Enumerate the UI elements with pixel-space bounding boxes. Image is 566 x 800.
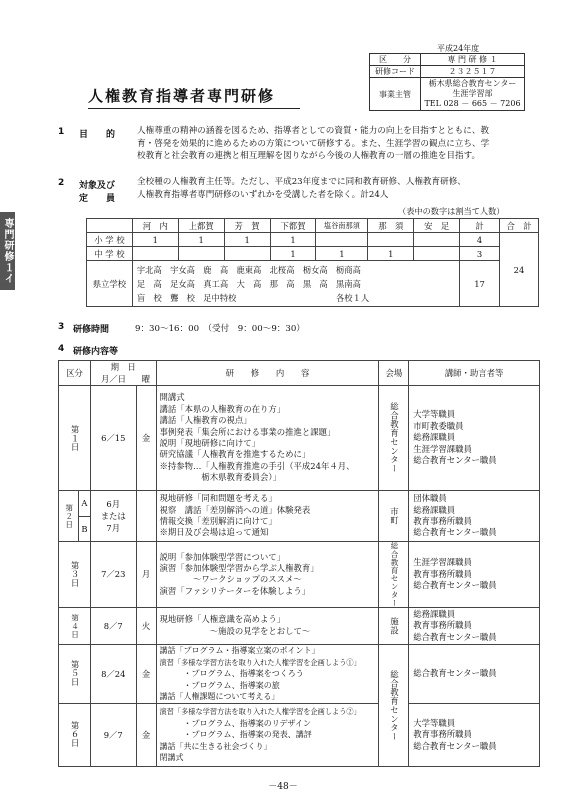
content-line: 講話「プログラム・指導案立案のポイント」 — [159, 646, 320, 656]
venue-cell — [379, 644, 409, 766]
quota-cell: 17 — [460, 261, 500, 307]
text-line: 育・啓発を効果的に進めるための方策について研修する。また、生涯学習の観点に立ち、学 — [137, 138, 490, 149]
section-number: 4 — [58, 344, 65, 354]
quota-cell — [224, 247, 270, 261]
lecturer-line: 教育事務所職員 — [413, 568, 472, 579]
lecturer-line: 総合教育センター職員 — [413, 740, 497, 751]
section-cell — [59, 644, 91, 703]
box-line: 栃木県総合教育センター — [428, 79, 517, 88]
day-label: 第３日 — [70, 561, 81, 588]
section-label: 定 員 — [79, 194, 116, 204]
quota-cell: 1 — [132, 233, 178, 247]
content-line: 講話「人権教育の視点」 — [159, 415, 252, 426]
purpose-text — [137, 125, 537, 163]
content-line: 説明「現地研修に向けて」 — [159, 438, 261, 448]
corner-cell — [87, 219, 133, 233]
date-cell: 6月 または 7月 — [90, 491, 136, 542]
venue-cell — [379, 607, 409, 644]
day-cell — [136, 491, 156, 542]
day-label: 第６日 — [70, 721, 81, 749]
box-label: 研修コード — [370, 66, 421, 78]
col-header: 安 足 — [414, 219, 460, 233]
quota-cell: 1 — [224, 233, 270, 247]
quota-cell: 1 — [270, 247, 316, 261]
school-line: 盲 校 聾 校 足中特校 各校１人 — [136, 292, 370, 303]
header-venue: 会場 — [379, 361, 409, 386]
content-line: 演習「多様な学習方法を取り入れた人権学習を企画しよう②」 — [159, 707, 361, 717]
lecturer-line: 市町教委職員 — [413, 420, 464, 431]
program-table — [58, 360, 540, 767]
lecturer-cell — [409, 386, 540, 491]
row-label: 県立学校 — [87, 261, 133, 307]
lecturer-line: 総合教育センター職員 — [413, 668, 497, 679]
quota-cell — [178, 247, 224, 261]
venue-label: 市町 — [389, 507, 400, 525]
content-cell — [156, 491, 379, 542]
venue-label: 総合教育センター — [389, 669, 400, 741]
section-cell — [59, 491, 79, 542]
section-label: 研修時間 — [73, 325, 110, 335]
lecturer-cell — [409, 644, 540, 703]
content-line: 講話「共に生きる社会づくり」 — [159, 741, 272, 751]
section-label: 対象及び — [79, 181, 116, 191]
quota-note: （表中の数字は割当て人数） — [398, 206, 505, 216]
day-label: 第４日 — [70, 613, 80, 638]
content-line: 事例発表「集会所における事業の推進と課題」 — [159, 426, 336, 437]
col-header: 合 計 — [500, 219, 539, 233]
side-tab: 専門研修１イ — [0, 212, 15, 290]
date-cell: 8／24 — [90, 644, 136, 703]
quota-cell — [132, 247, 178, 261]
content-line: 開講式 — [159, 392, 185, 403]
section-cell — [59, 607, 91, 644]
content-cell — [156, 386, 379, 491]
lecturer-line: 総合教育センター職員 — [413, 580, 497, 591]
section-number: 1 — [58, 127, 65, 137]
content-cell — [156, 607, 379, 644]
box-value: 専 門 研 修 １ — [421, 54, 525, 66]
content-line: ・プログラム、指導案の旅 — [159, 680, 280, 690]
content-line: 現地研修「人権意識を高めよう」 — [159, 614, 286, 625]
venue-cell — [379, 386, 409, 491]
date-cell: 7／23 — [90, 542, 136, 608]
training-hours: 9：30～16：00 （受付 9：00～9：30） — [135, 324, 305, 334]
row-label: 小 学 校 — [87, 233, 133, 247]
content-line: 〜施設の見学をとおして〜 — [159, 625, 311, 636]
col-header: 塩谷南那須 — [316, 219, 368, 233]
lecturer-line: 総合教育センター職員 — [413, 631, 497, 642]
day-label: 第２日 — [64, 503, 74, 529]
page-number: －48－ — [268, 782, 298, 792]
day-label: 第５日 — [70, 660, 81, 688]
page-title: 人権教育指導者専門研修 — [88, 85, 300, 109]
header-lecturer: 講師・助言者等 — [409, 361, 540, 386]
lecturer-cell — [409, 491, 540, 542]
lecturer-cell — [409, 542, 540, 608]
lecturer-line: 大学等職員 — [413, 409, 456, 420]
content-line: 研究協議「人権教育を推進するために」 — [159, 449, 311, 460]
content-line: 閉講式 — [159, 752, 184, 762]
box-line: TEL 028 － 665 － 7206 — [424, 99, 521, 108]
content-line: 情報交換「差別解消に向けて」 — [159, 516, 277, 526]
quota-cell — [316, 233, 368, 247]
quota-cell — [414, 247, 460, 261]
lecturer-cell — [409, 607, 540, 644]
col-header: 那 須 — [368, 219, 414, 233]
content-line: ・プログラム、指導案の発表、講評 — [159, 730, 312, 740]
lecturer-line: 総務課職員 — [413, 608, 456, 619]
day-label: 第１日 — [70, 424, 81, 452]
grand-total: 24 — [500, 233, 539, 307]
fiscal-year: 平成24年度 — [437, 44, 480, 53]
section-cell — [59, 386, 91, 491]
target-text — [137, 176, 537, 201]
date-cell: 8／7 — [90, 607, 136, 644]
header-content: 研 修 内 容 — [156, 361, 379, 386]
col-header: 計 — [460, 219, 500, 233]
text-line: 校教育と社会教育の連携と相互理解を図りながら今後の人権教育の一層の推進を目指す。 — [137, 151, 481, 161]
quota-cell — [368, 233, 414, 247]
lecturer-line: 大学等職員 — [413, 717, 456, 728]
text-line: 全校種の人権教育主任等。ただし、平成23年度までに同和教育研修、人権教育研修、 — [137, 177, 466, 187]
lecturer-line: 総務課職員 — [413, 432, 456, 443]
venue-label: 総合教育センター — [390, 542, 399, 607]
sub-section: B — [78, 516, 90, 542]
school-line: 宇北高 宇女高 鹿 高 鹿東高 北桜高 栃女高 栃商高 — [136, 264, 361, 275]
header-date-sub: 月／日 — [90, 373, 136, 386]
lecturer-line: 教育事務所職員 — [413, 516, 472, 526]
box-value: ２３２５１７ — [421, 66, 525, 78]
row-label: 中 学 校 — [87, 247, 133, 261]
quota-cell: 1 — [316, 247, 368, 261]
box-label: 事業主管 — [370, 78, 421, 111]
content-line: ※持参物…「人権教育推進の手引（平成24年４月、 — [159, 460, 355, 471]
header-day: 曜 — [136, 373, 156, 386]
content-cell — [156, 542, 379, 608]
content-line: 演習「ファシリテーターを体験しよう」 — [159, 585, 310, 596]
sub-section: A — [78, 491, 90, 517]
quota-cell: 3 — [460, 247, 500, 261]
lecturer-line: 生涯学習課職員 — [413, 557, 472, 568]
content-line: ※期日及び会場は追って通知 — [159, 527, 269, 538]
lecturer-line: 総務課職員 — [413, 504, 456, 515]
quota-cell: 1 — [178, 233, 224, 247]
section-cell — [59, 703, 91, 766]
section-label: 研修内容等 — [73, 347, 119, 357]
section-label: 目 的 — [79, 130, 116, 140]
col-header: 上都賀 — [178, 219, 224, 233]
lecturer-line: 総合教育センター職員 — [413, 455, 497, 466]
content-cell — [156, 644, 379, 703]
text-line: 人権教育指導者専門研修のいずれかを受講した者を除く。計24人 — [137, 189, 389, 200]
header-date: 期 日 — [90, 361, 156, 374]
quota-cell: 4 — [460, 233, 500, 247]
venue-cell — [379, 542, 409, 608]
content-line: 現地研修「同和問題を考える」 — [159, 493, 277, 504]
text-line: 人権尊重の精神の涵養を図るため、指導者としての資質・能力の向上を目指すとともに、教 — [137, 126, 490, 136]
prefectural-schools — [132, 261, 459, 307]
lecturer-line: 教育事務所職員 — [413, 620, 472, 631]
day-cell: 金 — [136, 386, 156, 491]
content-line: 〜ワークショップのススメ〜 — [159, 574, 302, 585]
content-line: 演習「多様な学習方法を取り入れた人権学習を企画しよう①」 — [159, 657, 361, 667]
box-label: 区 分 — [370, 54, 421, 66]
date-cell: 9／7 — [90, 703, 136, 766]
lecturer-line: 総合教育センター職員 — [413, 527, 497, 538]
lecturer-line: 団体職員 — [413, 493, 447, 504]
venue-label: 施設 — [389, 616, 400, 635]
section-cell — [59, 542, 91, 608]
content-line: 説明「参加体験型学習について」 — [159, 551, 286, 562]
day-cell: 火 — [136, 607, 156, 644]
course-info-box — [369, 53, 525, 111]
quota-table — [86, 218, 539, 307]
content-line: 栃木県教育委員会）」 — [159, 472, 281, 483]
quota-cell: 1 — [368, 247, 414, 261]
box-value-lines — [421, 78, 525, 111]
content-line: 演習「参加体験型学習から学ぶ人権教育」 — [159, 563, 319, 573]
box-line: 生涯学習部 — [452, 89, 493, 98]
quota-cell: 1 — [270, 233, 316, 247]
content-line: ・プログラム、指導案のリデザイン — [159, 718, 311, 728]
day-cell: 金 — [136, 703, 156, 766]
col-header: 下都賀 — [270, 219, 316, 233]
school-line: 足 高 足女高 真工高 大 高 那 高 黒 高 黒南高 — [136, 278, 361, 289]
content-line: 講話「人権課題について考える」 — [159, 691, 280, 701]
content-line: 視察 講話「差別解消への道」体験発表 — [159, 504, 311, 515]
content-line: ・プログラム、指導案をつくろう — [159, 669, 304, 679]
quota-cell — [414, 233, 460, 247]
date-cell: 6／15 — [90, 386, 136, 491]
venue-label: 総合教育センター — [389, 402, 400, 474]
venue-cell — [379, 491, 409, 542]
content-cell — [156, 703, 379, 766]
section-number: 3 — [58, 322, 65, 332]
col-header: 河 内 — [132, 219, 178, 233]
header-section: 区分 — [59, 361, 91, 386]
day-cell: 月 — [136, 542, 156, 608]
lecturer-line: 教育事務所職員 — [413, 729, 472, 740]
section-number: 2 — [58, 178, 65, 188]
day-cell: 金 — [136, 644, 156, 703]
lecturer-cell — [409, 703, 540, 766]
lecturer-line: 生涯学習課職員 — [413, 443, 472, 454]
col-header: 芳 賀 — [224, 219, 270, 233]
content-line: 講話「本県の人権教育の在り方」 — [159, 403, 286, 414]
